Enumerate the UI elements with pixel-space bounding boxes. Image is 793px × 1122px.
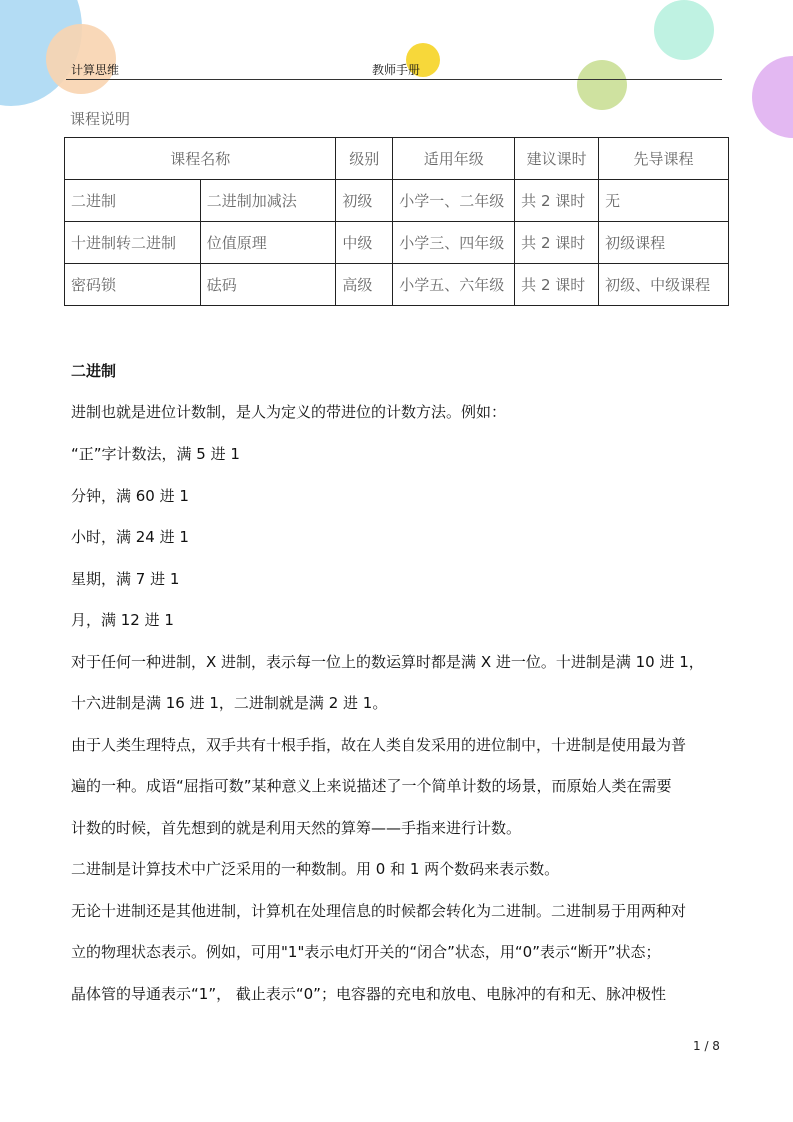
paragraph-line: 遍的一种。成语“屈指可数”某种意义上来说描述了一个简单计数的场景，而原始人类在需要 — [71, 777, 672, 795]
table-cell: 中级 — [336, 222, 393, 264]
table-cell: 无 — [599, 180, 729, 222]
page-number: 1 / 8 — [693, 1039, 720, 1053]
table-cell: 初级、中级课程 — [599, 264, 729, 306]
table-cell: 共 2 课时 — [515, 264, 599, 306]
column-header: 建议课时 — [515, 138, 599, 180]
table-row — [65, 180, 729, 222]
table-cell: 密码锁 — [65, 264, 201, 306]
table-cell: 小学一、二年级 — [393, 180, 515, 222]
paragraph-line: 立的物理状态表示。例如，可用"1"表示电灯开关的“闭合”状态，用“0”表示“断开”状态； — [71, 943, 661, 961]
table-cell: 高级 — [336, 264, 393, 306]
paragraph-line: 对于任何一种进制，X 进制，表示每一位上的数运算时都是满 X 进一位。十进制是满 10 进 1， — [71, 653, 704, 671]
table-cell: 共 2 课时 — [515, 180, 599, 222]
paragraph-line: 十六进制是满 16 进 1，二进制就是满 2 进 1。 — [71, 694, 388, 712]
paragraph-line: 晶体管的导通表示“1”， 截止表示“0”；电容器的充电和放电、电脉冲的有和无、脉冲极性 — [71, 985, 666, 1003]
paragraph: 月，满 12 进 1 — [71, 611, 174, 629]
paragraph: 二进制是计算技术中广泛采用的一种数制。用 0 和 1 两个数码来表示数。 — [71, 860, 560, 878]
table-cell: 砝码 — [200, 264, 336, 306]
table-cell: 小学三、四年级 — [393, 222, 515, 264]
column-header: 先导课程 — [599, 138, 729, 180]
paragraph-line: 计数的时候，首先想到的就是利用天然的算筹——手指来进行计数。 — [71, 819, 522, 837]
table-header-row — [65, 138, 729, 180]
decor-circle-mint — [654, 0, 714, 60]
paragraph-line: 无论十进制还是其他进制，计算机在处理信息的时候都会转化为二进制。二进制易于用两种对 — [71, 902, 687, 920]
course-table — [64, 137, 729, 306]
table-cell: 位值原理 — [200, 222, 336, 264]
table-row — [65, 222, 729, 264]
paragraph: “正”字计数法，满 5 进 1 — [71, 445, 240, 463]
header-center-title: 教师手册 — [372, 63, 421, 77]
paragraph: 星期，满 7 进 1 — [71, 570, 180, 588]
section-heading: 二进制 — [71, 362, 117, 380]
column-header: 级别 — [336, 138, 393, 180]
paragraph: 分钟，满 60 进 1 — [71, 487, 189, 505]
decor-circle-green — [577, 60, 627, 110]
table-cell: 初级 — [336, 180, 393, 222]
table-row — [65, 264, 729, 306]
decor-circle-purple — [752, 56, 793, 138]
table-cell: 共 2 课时 — [515, 222, 599, 264]
header-left-title: 计算思维 — [71, 63, 120, 77]
table-cell: 初级课程 — [599, 222, 729, 264]
paragraph: 小时，满 24 进 1 — [71, 528, 189, 546]
course-caption: 课程说明 — [70, 110, 131, 128]
table-cell: 二进制加减法 — [200, 180, 336, 222]
column-header: 课程名称 — [65, 138, 336, 180]
table-cell: 十进制转二进制 — [65, 222, 201, 264]
column-header: 适用年级 — [393, 138, 515, 180]
table-cell: 二进制 — [65, 180, 201, 222]
table-cell: 小学五、六年级 — [393, 264, 515, 306]
decor-circle-peach — [46, 24, 116, 94]
header-divider — [66, 79, 722, 80]
paragraph-line: 由于人类生理特点，双手共有十根手指，故在人类自发采用的进位制中，十进制是使用最为普 — [71, 736, 687, 754]
paragraph: 进制也就是进位计数制，是人为定义的带进位的计数方法。例如： — [71, 403, 507, 421]
